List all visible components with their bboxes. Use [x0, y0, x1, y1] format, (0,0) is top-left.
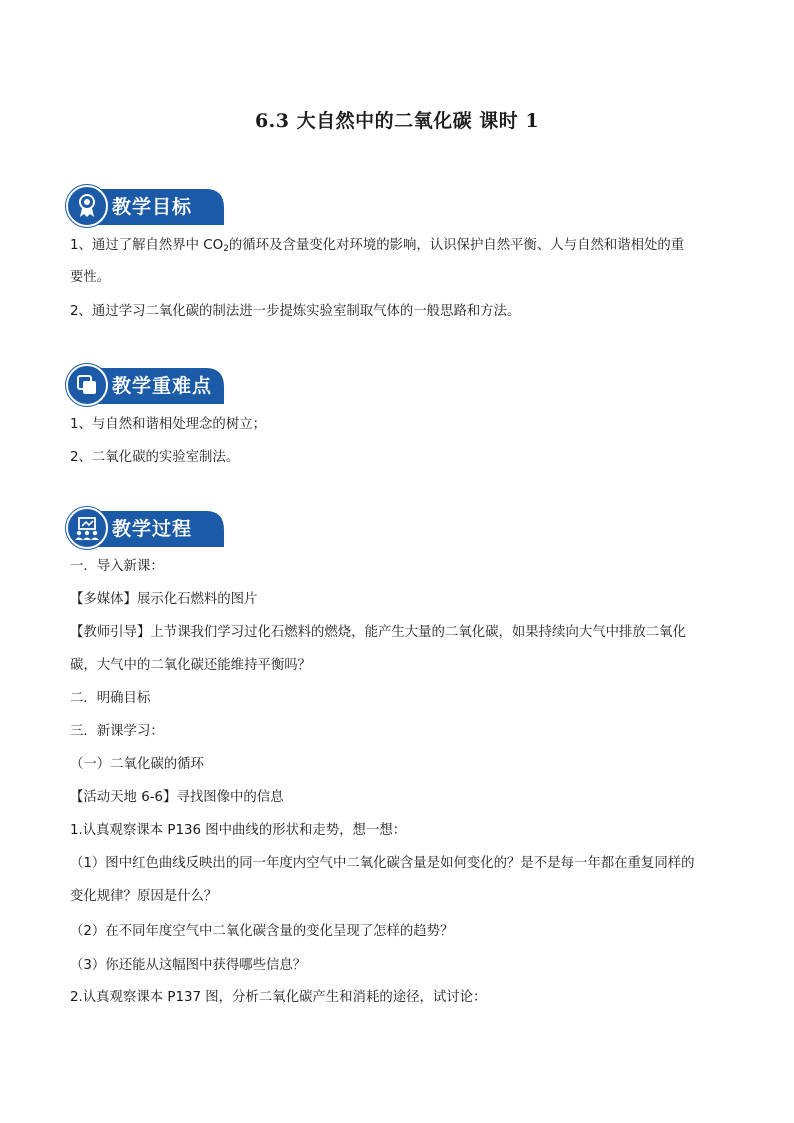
process-line-3: 【教师引导】上节课我们学习过化石燃料的燃烧，能产生大量的二氧化碳，如果持续向大气中排放二氧化 — [70, 625, 686, 640]
process-line-11: 变化规律？原因是什么？ — [70, 889, 218, 904]
presentation-icon — [66, 507, 108, 549]
section-header-goals — [66, 183, 226, 227]
section-label: 教学目标 — [112, 196, 193, 218]
process-line-4: 碳，大气中的二氧化碳还能维持平衡吗？ — [70, 658, 312, 673]
process-line-2: 【多媒体】展示化石燃料的图片 — [70, 592, 258, 607]
process-line-7: （一）二氧化碳的循环 — [70, 757, 204, 772]
process-line-8: 【活动天地 6-6】寻找图像中的信息 — [70, 790, 284, 805]
section-label: 教学重难点 — [112, 375, 213, 397]
process-line-9: 1.认真观察课本 P136 图中曲线的形状和走势，想一想： — [70, 823, 407, 838]
process-line-12: （2）在不同年度空气中二氧化碳含量的变化呈现了怎样的趋势？ — [70, 924, 454, 939]
process-line-1: 一．导入新课： — [70, 559, 164, 574]
section-header-process — [66, 505, 226, 549]
process-line-13: （3）你还能从这幅图中获得哪些信息？ — [70, 958, 307, 973]
goals-item-2: 2、通过学习二氧化碳的制法进一步提炼实验室制取气体的一般思路和方法。 — [70, 304, 521, 319]
goals-item-1-cont: 要性。 — [70, 270, 111, 285]
process-line-14: 2.认真观察课本 P137 图，分析二氧化碳产生和消耗的途径，试讨论： — [70, 990, 487, 1005]
process-line-10: （1）图中红色曲线反映出的同一年度内空气中二氧化碳含量是如何变化的？是不是每一年都在重复同样的 — [70, 856, 695, 871]
section-header-key-points — [66, 362, 226, 406]
key-item-1: 1、与自然和谐相处理念的树立； — [70, 417, 266, 432]
key-item-2: 2、二氧化碳的实验室制法。 — [70, 450, 240, 465]
page-title: 6.3 大自然中的二氧化碳 课时 1 — [254, 110, 540, 132]
documents-icon — [66, 364, 108, 406]
section-label: 教学过程 — [112, 518, 193, 540]
process-line-5: 二．明确目标 — [70, 691, 151, 706]
process-line-6: 三．新课学习： — [70, 724, 164, 739]
goals-item-1: 1、通过了解自然界中 $CO_2$的循环及含量变化对环境的影响，认识保护自然平衡、人与自然和谐相处的重 — [70, 238, 685, 254]
medal-icon — [66, 185, 108, 227]
